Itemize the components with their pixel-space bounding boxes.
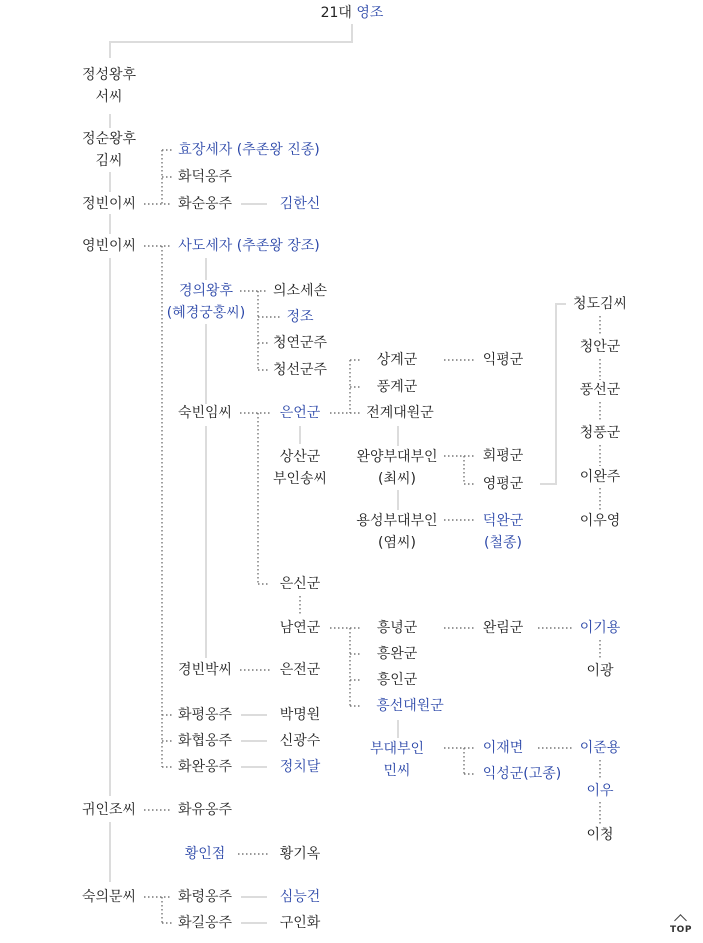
node-gyeongbin: 경빈박씨 <box>177 662 233 678</box>
node-budaebuin-clan: 민씨 <box>383 763 411 779</box>
node-heungnyeong: 흥녕군 <box>376 620 418 636</box>
node-hwawan: 화완옹주 <box>177 759 233 775</box>
node-gyeongui <box>167 280 246 324</box>
node-hwanginjeom: 황인점 <box>184 846 226 862</box>
node-hwanggiok: 황기옥 <box>279 846 321 862</box>
spouse-jeongseong <box>82 64 136 108</box>
node-igwang: 이광 <box>586 663 614 679</box>
node-hwadeok: 화덕옹주 <box>177 169 233 185</box>
node-singwangsu: 신광수 <box>279 733 321 749</box>
node-ijunyong: 이준용 <box>579 740 621 756</box>
node-wanyang-clan: (최씨) <box>378 471 416 487</box>
node-iksung: 익성군(고종) <box>482 766 562 782</box>
spouse-sukui-mun: 숙의문씨 <box>81 889 137 905</box>
spouse-jeongseong-clan: 서씨 <box>95 89 123 105</box>
node-deokwan-title: (철종) <box>484 535 522 551</box>
spouse-yeongbin: 영빈이씨 <box>81 238 137 254</box>
spouse-jeongbin: 정빈이씨 <box>81 196 137 212</box>
node-icheong: 이청 <box>586 827 614 843</box>
node-hwapyeong: 화평옹주 <box>177 707 233 723</box>
node-yongseong-clan: (염씨) <box>378 535 416 551</box>
node-iuyeong: 이우영 <box>579 513 621 529</box>
node-cheongyeon: 청연군주 <box>272 335 328 351</box>
node-sado: 사도세자 (추존왕 장조) <box>178 238 320 254</box>
spouse-jeongsun <box>82 128 136 172</box>
node-heungseon: 흥선대원군 <box>376 698 444 714</box>
node-yongseong-name: 용성부대부인 <box>356 513 438 529</box>
node-cheongpung: 청풍군 <box>579 425 621 441</box>
node-wallim: 완림군 <box>482 620 524 636</box>
node-yongseong <box>356 510 437 554</box>
node-eunsin: 은신군 <box>279 576 321 592</box>
node-gyeongui-alias: (혜경궁홍씨) <box>166 305 246 321</box>
node-uiso: 의소세손 <box>272 283 328 299</box>
node-heungin: 흥인군 <box>376 672 418 688</box>
node-sukbin: 숙빈임씨 <box>177 405 233 421</box>
node-deokwan <box>483 510 524 554</box>
node-hwagil: 화길옹주 <box>177 915 233 931</box>
root-generation-label <box>321 2 384 24</box>
node-hwasun: 화순옹주 <box>177 196 233 212</box>
node-hwaryeong: 화령옹주 <box>177 889 233 905</box>
node-ikpyeong: 익평군 <box>482 352 524 368</box>
node-sangsan <box>273 446 327 490</box>
node-sangsan-name: 상산군 <box>279 449 321 465</box>
node-hoepyeong: 회평군 <box>482 448 524 464</box>
node-cheongseon: 청선군주 <box>272 362 328 378</box>
spouse-jeongsun-name: 정순왕후 <box>81 131 137 147</box>
node-eunjeon: 은전군 <box>279 662 321 678</box>
node-cheongdo: 청도김씨 <box>572 296 628 312</box>
node-ijaemyeon: 이재면 <box>482 740 524 756</box>
node-namyeon: 남연군 <box>279 620 321 636</box>
node-jeongchidal: 정치달 <box>279 759 321 775</box>
node-jeongye: 전계대원군 <box>366 405 434 421</box>
spouse-gwiin-jo: 귀인조씨 <box>81 802 137 818</box>
scroll-top-button[interactable] <box>667 912 695 938</box>
node-jeongjo: 정조 <box>286 309 314 325</box>
king-yeongjo: 영조 <box>356 5 384 21</box>
node-simneunggeon: 심능건 <box>279 889 321 905</box>
node-bakmyeongwon: 박명원 <box>279 707 321 723</box>
spouse-jeongseong-name: 정성왕후 <box>81 67 137 83</box>
node-budaebuin-title: 부대부인 <box>369 741 425 757</box>
node-gyeongui-name: 경의왕후 <box>178 283 234 299</box>
node-pungseon: 풍선군 <box>579 382 621 398</box>
node-heungwan: 흥완군 <box>376 646 418 662</box>
node-wanyang <box>356 446 437 490</box>
node-iwanju: 이완주 <box>579 469 621 485</box>
generation-number: 21대 <box>320 5 352 21</box>
node-hwayu: 화유옹주 <box>177 802 233 818</box>
node-guinhwa: 구인화 <box>279 915 321 931</box>
node-deokwan-name: 덕완군 <box>482 513 524 529</box>
node-sangsan-spouse: 부인송씨 <box>272 471 328 487</box>
node-punggye: 풍계군 <box>376 379 418 395</box>
node-kimhansin: 김한신 <box>279 196 321 212</box>
node-wanyang-name: 완양부대부인 <box>356 449 438 465</box>
node-hyojang: 효장세자 (추존왕 진종) <box>178 142 320 158</box>
spouse-jeongsun-clan: 김씨 <box>95 153 123 169</box>
node-budaebuin <box>370 738 424 782</box>
node-iu: 이우 <box>586 783 614 799</box>
node-cheongan: 청안군 <box>579 339 621 355</box>
node-hwahyeop: 화협옹주 <box>177 733 233 749</box>
node-sanggye: 상계군 <box>376 352 418 368</box>
scroll-top-label: TOP <box>670 925 692 935</box>
node-eoneon: 은언군 <box>279 405 321 421</box>
node-igiyong: 이기용 <box>579 620 621 636</box>
node-yeongpyeong: 영평군 <box>482 476 524 492</box>
